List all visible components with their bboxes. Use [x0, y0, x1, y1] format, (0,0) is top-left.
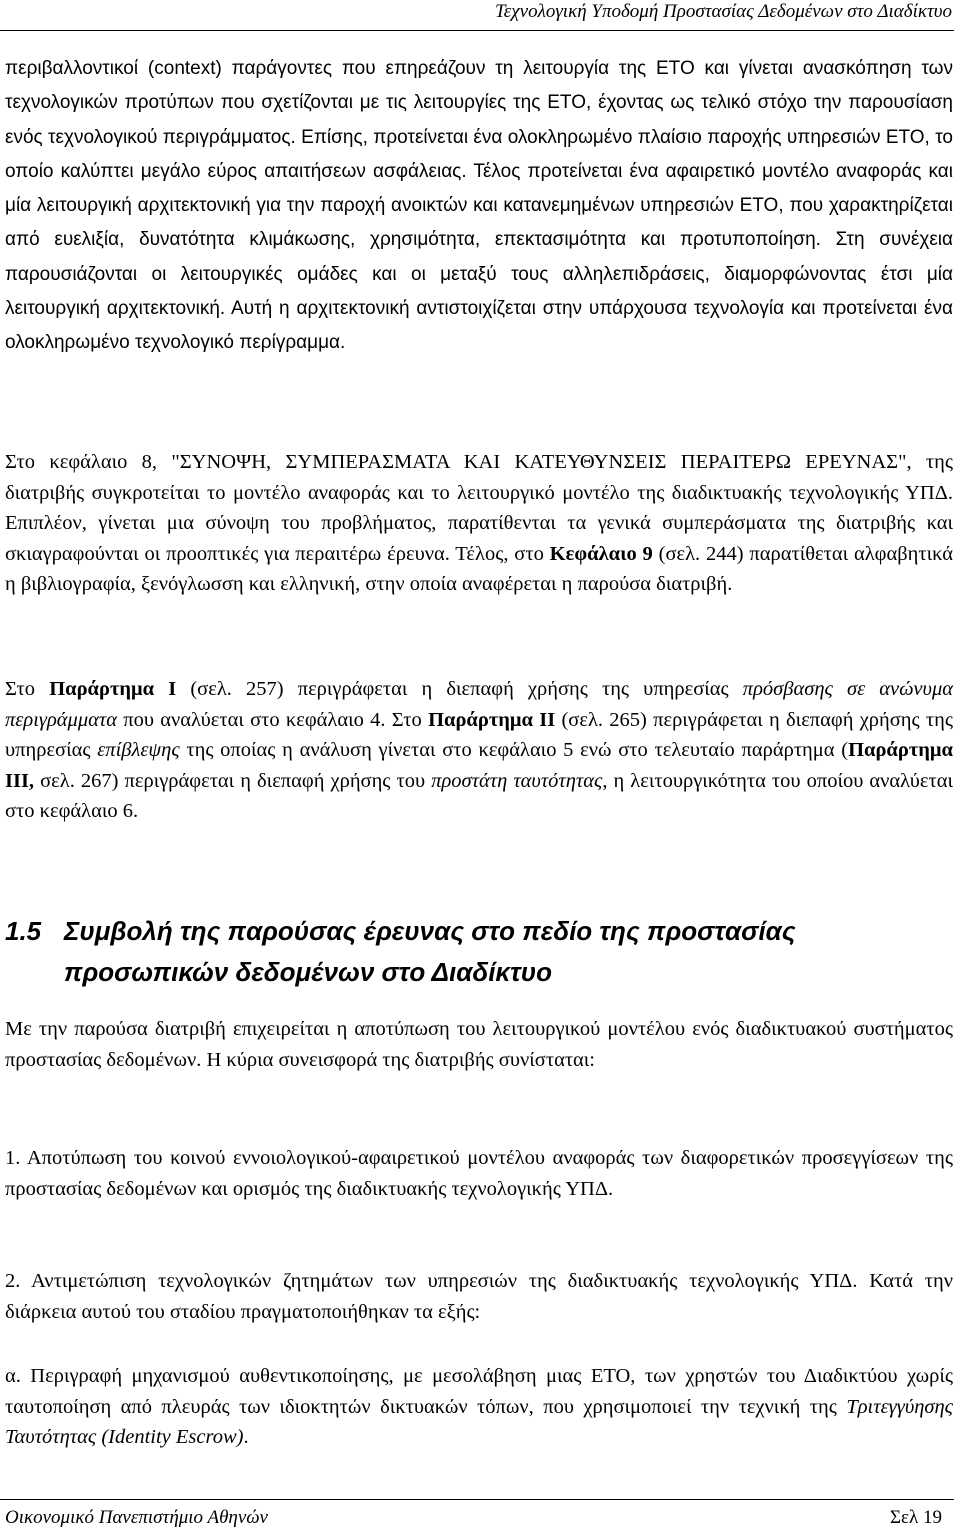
p3-text-a: Στο [5, 678, 50, 700]
p3-text-g: (σελ. 265) περιγράφεται η διεπαφή χρήσης της υπηρεσίας [5, 708, 953, 762]
p2-text-a: Στο κεφάλαιο 8, "ΣΥΝΟΨΗ, ΣΥΜΠΕΡΑΣΜΑΤΑ ΚΑΙ ΚΑΤΕΥΘΥΝΣΕΙΣ ΠΕΡΑΙΤΕΡΩ ΕΡΕΥΝΑΣ", της διατριβής συγκροτείται το μοντέλο αναφοράς και το λειτουργικό μοντέλο της διαδικτυακής τεχνολογικής ΥΠΔ. Επιπλέον, γίνεται μια σύνοψη του προβλήματος, παρατίθενται τα γενικά συμπεράσματα της διατριβής και σκιαγραφούνται οι προοπτικές για περαιτέρω έρευνα. Τέλος, στο [5, 451, 953, 565]
list-item-contribution-2a [5, 1361, 953, 1453]
p3-text-e: που αναλύεται στο κεφάλαιο 4. Στο [117, 708, 429, 731]
section-number: 1.5 [5, 916, 42, 946]
p2-chapter-9-ref: Κεφάλαιο 9 [549, 542, 653, 565]
section-heading [5, 911, 953, 993]
section-title-line2: προσωπικών δεδομένων στο Διαδίκτυο [64, 957, 553, 987]
p7-identity-escrow-term: Τριτεγγύησης Ταυτότητας (Identity Escrow) [5, 1395, 953, 1449]
p3-appendix-2-ref: Παράρτημα ΙΙ [428, 708, 556, 731]
p3-identity-protector-term: προστάτη ταυτότητας [431, 769, 603, 792]
p3-text-m: , η λειτουργικότητα του οποίου αναλύεται στο κεφάλαιο 6. [5, 769, 953, 823]
p3-supervision-term: επίβλεψης [97, 739, 180, 762]
running-header: Τεχνολογική Υποδομή Προστασίας Δεδομένων στο Διαδίκτυο [494, 1, 952, 22]
p2-text-c: (σελ. 244) παρατίθεται αλφαβητικά η βιβλιογραφία, ξενόγλωσση και ελληνική, στην οποία αναφέρεται η παρούσα διατριβή. [5, 542, 954, 596]
p7-text-c: . [243, 1426, 249, 1449]
p3-text-k: σελ. 267) περιγράφεται η διεπαφή χρήσης του [34, 769, 432, 792]
footer-divider [0, 1499, 954, 1500]
page-number: Σελ 19 [890, 1507, 942, 1528]
paragraph-chapter-8-summary [5, 447, 953, 600]
list-item-contribution-1: 1. Αποτύπωση του κοινού εννοιολογικού-αφαιρετικού μοντέλου αναφοράς των διαφορετικών προσεγγίσεων της προστασίας δεδομένων και ορισμός της διαδικτυακής τεχνολογικής ΥΠΔ. [5, 1147, 953, 1200]
paragraph-contribution-intro: Με την παρούσα διατριβή επιχειρείται η αποτύπωση του λειτουργικού μοντέλου ενός διαδικτυακού συστήματος προστασίας δεδομένων. Η κύρια συνεισφορά της διατριβής συνίσταται: [5, 1018, 953, 1071]
list-item-contribution-2: 2. Αντιμετώπιση τεχνολογικών ζητημάτων των υπηρεσιών της διαδικτυακής τεχνολογικής ΥΠΔ. Κατά την διάρκεια αυτού του σταδίου πραγματοποιήθηκαν τα εξής: [5, 1270, 953, 1323]
p3-service-access-term: πρόσβασης σε ανώνυμα περιγράμματα [5, 678, 953, 731]
header-divider [0, 30, 954, 31]
p7-text-a: α. Περιγραφή μηχανισμού αυθεντικοποίησης, με μεσολάβηση μιας ΕΤΟ, των χρηστών του Διαδικτύου χωρίς ταυτοποίηση από πλευράς των ιδιοκτητών δικτυακών τόπων, που χρησιμοποιεί την τεχνική της [5, 1365, 953, 1418]
p3-appendix-3-ref: Παράρτημα ΙΙΙ, [5, 739, 953, 792]
paragraph-architecture-summary: περιβαλλοντικοί (context) παράγοντες που επηρεάζουν τη λειτουργία της ΕΤΟ και γίνεται ανασκόπηση των τεχνολογικών προτύπων που σχετίζονται με τις λειτουργίες της ΕΤΟ, έχοντας ως τελικό στόχο την παρουσίαση ενός τεχνολογικού περιγράμματος. Επίσης, προτείνεται ένα ολοκληρωμένο πλαίσιο παροχής υπηρεσιών ΕΤΟ, το οποίο καλύπτει μεγάλο εύρος απαιτήσεων ασφάλειας. Τέλος προτείνεται ένα αφαιρετικό μοντέλο αναφοράς και μία λειτουργική αρχιτεκτονική για την παροχή ανοικτών και κατανεμημένων υπηρεσιών ΕΤΟ, που χαρακτηρίζεται από ευελιξία, δυνατότητα κλιμάκωσης, χρησιμότητα, επεκτασιμότητα και προτυποποίηση. Στη συνέχεια παρουσιάζονται οι λειτουργικές ομάδες και οι μεταξύ τους αλληλεπιδράσεις, διαμορφώνοντας έτσι μία λειτουργική αρχιτεκτονική. Αυτή η αρχιτεκτονική αντιστοιχίζεται στην υπάρχουσα τεχνολογία και προτείνεται ένα ολοκληρωμένο τεχνολογικό περίγραμμα. [5, 58, 953, 354]
paragraph-appendices-summary [5, 674, 953, 827]
p3-appendix-1-ref: Παράρτημα Ι [49, 678, 177, 700]
section-title-line1: Συμβολή της παρούσας έρευνας στο πεδίο της προστασίας [64, 916, 796, 946]
footer-institution: Οικονομικό Πανεπιστήμιο Αθηνών [5, 1507, 268, 1528]
p3-text-i: της οποίας η ανάλυση γίνεται στο κεφάλαιο 5 ενώ στο τελευταίο παράρτημα ( [179, 739, 849, 762]
p3-text-c: (σελ. 257) περιγράφεται η διεπαφή χρήσης της υπηρεσίας [176, 678, 743, 700]
